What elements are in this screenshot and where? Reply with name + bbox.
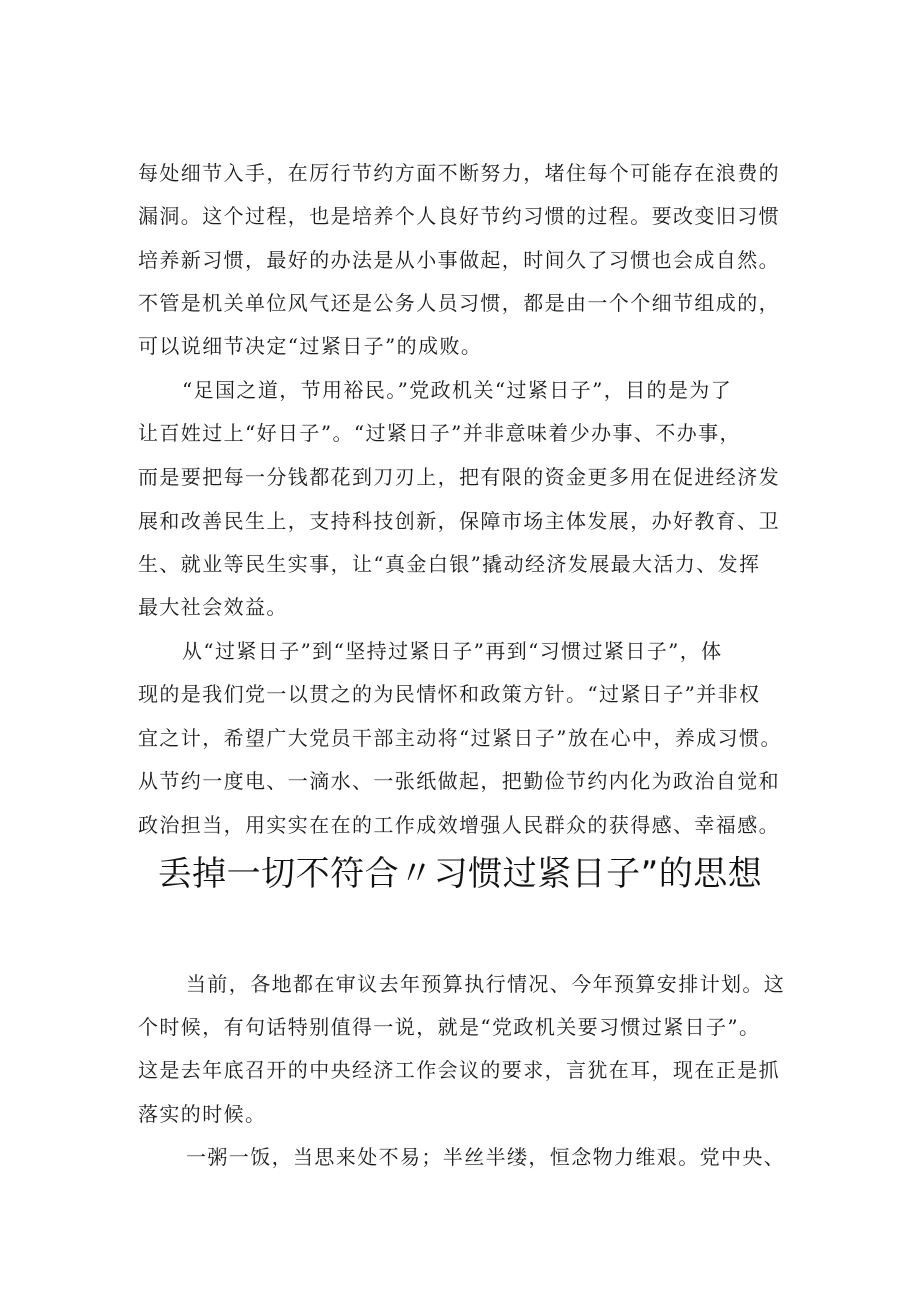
text-line: 生、就业等民生实事，让“真金白银”撬动经济发展最大活力、发挥 [138,552,761,576]
text-line: “足国之道，节用裕民。”党政机关“过紧日子”，目的是为了 [182,378,733,402]
text-line: 每处细节入手，在厉行节约方面不断努力，堵住每个可能存在浪费的 [138,161,780,185]
text-line: 当前，各地都在审议去年预算执行情况、今年预算安排计划。这 [186,972,786,996]
article-title: 丢掉一切不符合〃习惯过紧日子”的思想 [157,854,763,894]
text-line: 这是去年底召开的中央经济工作会议的要求，言犹在耳，现在正是抓 [138,1058,780,1082]
text-line: 而是要把每一分钱都花到刀刃上，把有限的资金更多用在促进经济发 [138,465,780,489]
text-line: 最大社会效益。 [138,595,288,619]
text-line: 宜之计，希望广大党员干部主动将“过紧日子”放在心中，养成习惯。 [138,726,782,750]
text-line: 不管是机关单位风气还是公务人员习惯，都是由一个个细节组成的， [138,291,780,315]
text-line: 一粥一饭，当思来处不易；半丝半缕，恒念物力维艰。党中央、 [186,1145,786,1169]
text-line: 让百姓过上“好日子”。“过紧日子”并非意味着少办事、不办事， [138,421,741,445]
text-line: 培养新习惯，最好的办法是从小事做起，时间久了习惯也会成自然。 [138,248,780,272]
text-line: 从“过紧日子”到“坚持过紧日子”再到“习惯过紧日子”，体 [182,639,723,663]
text-line: 从节约一度电、一滴水、一张纸做起，把勤俭节约内化为政治自觉和 [138,769,780,793]
text-line: 政治担当，用实实在在的工作成效增强人民群众的获得感、幸福感。 [138,813,780,837]
text-line: 可以说细节决定“过紧日子”的成败。 [138,334,483,358]
text-line: 现的是我们党一以贯之的为民情怀和政策方针。“过紧日子”并非权 [138,682,761,706]
text-line: 个时候，有句话特别值得一说，就是“党政机关要习惯过紧日子”。 [138,1015,761,1039]
text-line: 漏洞。这个过程，也是培养个人良好节约习惯的过程。要改变旧习惯 [138,204,780,228]
text-line: 落实的时候。 [138,1102,267,1126]
text-line: 展和改善民生上，支持科技创新，保障市场主体发展，办好教育、卫 [138,509,780,533]
